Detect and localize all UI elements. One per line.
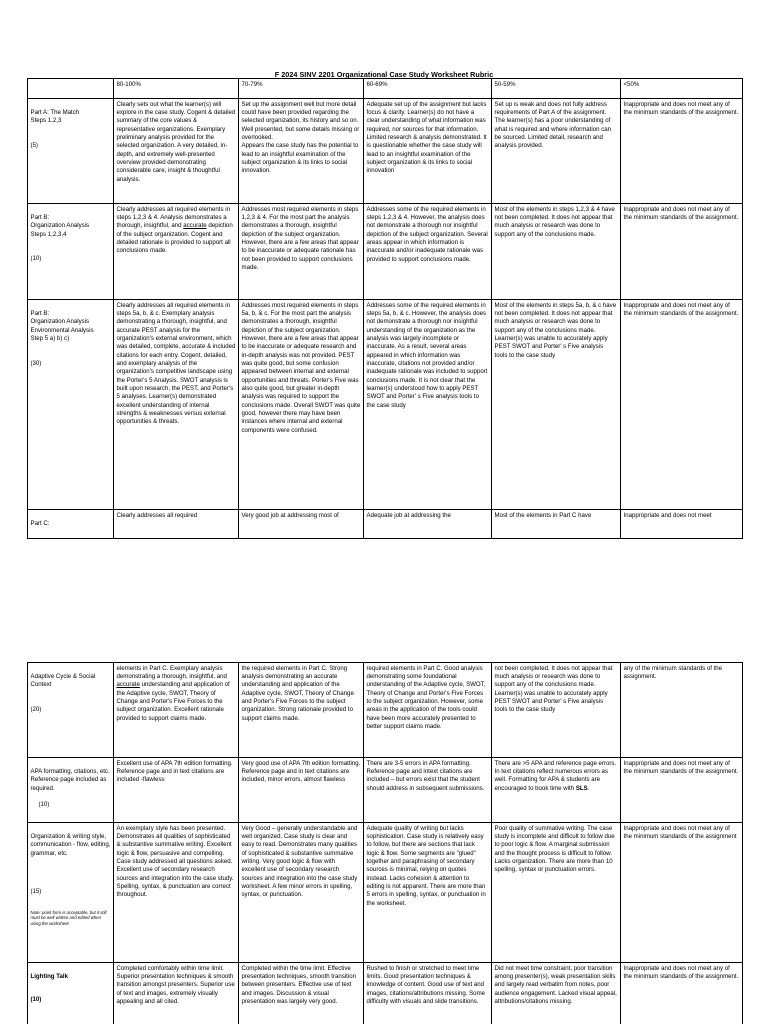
descriptor-80-100: An exemplary style has been presented. Demonstrates all qualities of sophisticated & substantive summative writing. Excellent logic & flow, persuasive and compelling. Case study addressed all questions asked. Excellent use of secondary research sources and integration into the case study. Spelling, syntax, & punctuation are correct throughout.: [114, 823, 239, 963]
descriptor-below-50: Inappropriate and does not meet any of the minimum standards of the assignment.: [621, 204, 743, 300]
descriptor-70-79: Very good job at addressing most of: [239, 510, 364, 539]
descriptor-50-59: Most of the elements in steps 5a, b, & c have not been completed. It does not appear that much analysis or research was done to support any of the conclusions made. Learner(s) was unable to accurately apply PEST SWOT and Porter' s Five analysis tools to the case study: [492, 300, 621, 510]
table-row: [28, 300, 743, 510]
criterion-note: Note: point form is acceptable, but it still must be well written and edited when using the worksheet: [30, 909, 107, 926]
criterion-points: (20): [30, 705, 42, 713]
descriptor-80-100: Excellent use of APA 7th edition formatting. Reference page and in text citations are included -flawless: [114, 758, 239, 823]
criterion-points: (10): [30, 255, 42, 263]
descriptor-60-69: Adequate quality of writing but lacks sophistication. Case study is relatively easy to follow, but there are sections that lack logic & flow. Some segments are "glued" together and paraphrasing of secondary sources is minimal, relying on quotes instead. Lacks cohesion & attention to editing is not apparent. There are more than 5 errors in spelling, syntax, or punctuation in the worksheet.: [364, 823, 492, 963]
criterion-name: Lighting Talk: [30, 972, 68, 980]
descriptor-80-100: Completed comfortably within time limit. Superior presentation techniques & smooth transition amongst presenters. Superior use of text and images, extremely visually appealing and all cited.: [114, 963, 239, 1024]
table-row: [28, 510, 743, 539]
criterion-points: (30): [30, 359, 42, 367]
criterion-cell: [28, 204, 114, 300]
descriptor-80-100: Clearly sets out what the learner(s) will explore in the case study. Cogent & detailed summary of the core values & representative organizations. Exemplary preliminary analysis provided for the selected organization. A very detailed, in-depth, and extremely well-presented overview provided demonstrating considerable care, insight & thoughtful analysis.: [114, 99, 239, 204]
descriptor-80-100: [114, 663, 239, 758]
descriptor-70-79: Completed within the time limit. Effective presentation techniques, smooth transition between presenters. Effective use of text and images. Discussion & visual presentation was largely very good.: [239, 963, 364, 1024]
criterion-points: (10): [38, 801, 50, 809]
descriptor-80-100: Clearly addresses all required: [114, 510, 239, 539]
criterion-name: Part A: The Match Steps 1,2,3: [30, 108, 80, 125]
header-grade-50-59: 50-59%: [492, 79, 621, 99]
criterion-cell: [28, 963, 114, 1024]
descriptor-below-50: any of the minimum standards of the assignment.: [621, 663, 743, 758]
criterion-name: APA formatting, citations, etc. Reference page included as required.: [30, 767, 110, 792]
criterion-cell: [28, 99, 114, 204]
criterion-points: (10): [30, 995, 42, 1003]
descriptor-below-50: Inappropriate and does not meet any of the minimum standards of the assignment.: [621, 758, 743, 823]
table-row: [28, 758, 743, 823]
descriptor-70-79: Very Good – generally understandable and well organized. Case study is clear and easy to read. Demonstrates many qualities of sophisticated & substantive summative writing. Very good logic & flow with excellent use of secondary research sources and integration into the case study worksheet. A few minor errors in spelling, syntax, or punctuation.: [239, 823, 364, 963]
descriptor-50-59: Most of the elements in steps 1,2,3 & 4 have not been completed. It does not appear that much analysis or research was done to support any of the conclusions made.: [492, 204, 621, 300]
descriptor-70-79: Addresses most required elements in steps 5a, b, & c. For the most part the analysis demonstrates a thorough, insightful depiction of the subject organization. However, there are a few areas that appear to be inaccurate or adequate research and in-depth analysis was not provided. PEST was quite good, but some confusion appeared between internal and external opportunities and threats. Porter's Five was also quite good, but greater in-depth analysis was required to support the conclusions made. Overall SWOT was quite good, however there may have been instances where internal and external components were confused.: [239, 300, 364, 510]
rubric-table-page-1: [27, 78, 743, 539]
rubric-table-page-2: [27, 662, 743, 1024]
descriptor-70-79: Very good use of APA 7th edition formatting. Reference page and in text citations are included, minor errors, almost flawless: [239, 758, 364, 823]
descriptor-60-69: Rushed to finish or stretched to meet time limits. Good presentation techniques & knowledge of content. Good use of text and images, citations/attributions missing. Some difficulty with visuals and slide transitions.: [364, 963, 492, 1024]
criterion-cell: [28, 300, 114, 510]
table-row: [28, 99, 743, 204]
descriptor-below-50: Inappropriate and does not meet any of the minimum standards of the assignment.: [621, 963, 743, 1024]
table-row: [28, 663, 743, 758]
descriptor-below-50: Inappropriate and does not meet: [621, 510, 743, 539]
criterion-name: Part C:: [30, 519, 50, 527]
descriptor-50-59: Did not meet time constraint, poor transition among presenter(s), weak presentation skills and largely read verbatim from notes, poor audience engagement. Lacked visual appeal, attributions/citations missing.: [492, 963, 621, 1024]
table-row: [28, 823, 743, 963]
criterion-name: Organization & writing style, communication - flow, editing, grammar, etc.: [30, 832, 111, 857]
descriptor-below-50: Inappropriate and does not meet any of the minimum standards of the assignment: [621, 823, 743, 963]
descriptor-70-79: Set up the assignment well but more detail could have been provided regarding the selected organization, its history and so on. Well presented, but some details missing or overlooked. Appears the case study has the potential to lead to an insightful examination of the subject organization & its links to social innovation.: [239, 99, 364, 204]
descriptor-60-69: There are 3-5 errors in APA formatting. Reference page and intext citations are included – but errors exist that the student should address in subsequent submissions.: [364, 758, 492, 823]
header-grade-60-69: 60-69%: [364, 79, 492, 99]
descriptor-50-59: Set up is weak and does not fully address requirements of Part A of the assignment. The learner(s) has a poor understanding of what is required and where information can be sourced. Limited detail, research and analysis provided.: [492, 99, 621, 204]
criterion-cell: [28, 758, 114, 823]
header-grade-below-50: <50%: [621, 79, 743, 99]
criterion-points: (5): [30, 141, 38, 149]
descriptor-80-100: Clearly addresses all required elements in steps 5a, b, & c. Exemplary analysis demonstrating a thorough, insightful, and accurate PEST analysis for the organization's external environment, which was detailed, complete, accurate & included citations for each entry. Cogent, detailed, and exemplary analysis of the organization's competitive landscape using the Porter's 5 Analysis. SWOT analysis is built upon research, the PEST, and Porter's 5 analyses. Learner(s) demonstrated excellent understanding of internal strengths & weaknesses versus external opportunities & threats.: [114, 300, 239, 510]
rubric-title: F 2024 SINV 2201 Organizational Case Study Worksheet Rubric: [274, 70, 494, 79]
descriptor-80-100: [114, 204, 239, 300]
criterion-cell: [28, 823, 114, 963]
descriptor-60-69: required elements in Part C. Good analysis demonstrating some foundational understanding of the Adaptive cycle, SWOT, Theory of Change and Porter's Five Forces to the subject organization. However, some areas in the application of the tools could have been more accurately presented to better support claims made.: [364, 663, 492, 758]
descriptor-60-69: Addresses some of the required elements in steps 5a, b, & c. However, the analysis does not demonstrate a thorough nor insightful understanding of the organization as the analysis was largely incomplete or inaccurate. As a result, several areas appeared in which information was inaccurate, citations not provided and/or inadequate rationale was included to support conclusions made. It is not clear that the learner(s) understood how to apply PEST SWOT and Porter' s Five analysis tools to the case study: [364, 300, 492, 510]
header-grade-80-100: 80-100%: [114, 79, 239, 99]
header-criterion: [28, 79, 114, 99]
criterion-cell: [28, 510, 114, 539]
descriptor-60-69: Adequate job at addressing the: [364, 510, 492, 539]
descriptor-70-79: the required elements in Part C. Strong analysis demonstrating an accurate understanding and application of the Adaptive cycle, SWOT, Theory of Change and Porter's Five Forces to the subject organization. Strong rationale provided to support claims made.: [239, 663, 364, 758]
descriptor-below-50: Inappropriate and does not meet any of the minimum standards of the assignment.: [621, 99, 743, 204]
descriptor-60-69: Addresses some of the required elements in steps 1,2,3 & 4. However, the analysis does not demonstrate a thorough nor insightful depiction of the subject organization. Several areas appear in which information is inaccurate and/or inadequate rationale was provided to support conclusions made.: [364, 204, 492, 300]
header-grade-70-79: 70-79%: [239, 79, 364, 99]
criterion-name: Part B: Organization Analysis Environmental Analysis Step 5 a) b) c): [30, 309, 94, 342]
descriptor-text: Clearly addresses all required elements in steps 1,2,3 & 4. Analysis demonstrates a thorough, insightful, and: [116, 205, 230, 230]
criterion-points: (15): [30, 888, 42, 896]
descriptor-70-79: Addresses most required elements in steps 1,2,3 & 4. For the most part the analysis demonstrates a thorough, insightful depiction of the subject organization. However, there are a few areas that appear to be inaccurate or adequate rationale has not been provided to support conclusions made.: [239, 204, 364, 300]
descriptor-50-59: Most of the elements in Part C have: [492, 510, 621, 539]
descriptor-text: depiction of the subject organization. Cogent and detailed rationale is provided to support all conclusions made.: [116, 222, 233, 255]
descriptor-text: .: [587, 784, 590, 792]
criterion-name: Part B: Organization Analysis Steps 1,2,3,4: [30, 213, 90, 238]
descriptor-text: There are >5 APA and reference page errors. In text citations reflect numerous errors as well. Formatting for APA & students are encouraged to book time with: [494, 759, 617, 792]
descriptor-text: understanding and application of the Adaptive cycle, SWOT, Theory of Change and Porter's Five Forces to the subject organization. Excellent rationale provided to support claims made.: [116, 681, 230, 722]
descriptor-50-59: not been completed. It does not appear that much analysis or research was done to support any of the conclusions made. Learner(s) was unable to accurately apply PEST SWOT and Porter' s Five analysis tools to the case study: [492, 663, 621, 758]
bold-text: SLS: [575, 784, 588, 792]
table-row: [28, 963, 743, 1024]
descriptor-60-69: Adequate set up of the assignment but lacks focus & clarity. Learner(s) do not have a clear understanding of what information was required, nor sources for that information. Limited research & analysis demonstrated. It is questionable whether the case study will lead to an insightful examination of the subject organization & its links to social innovation: [364, 99, 492, 204]
descriptor-50-59: Poor quality of summative writing. The case study is incomplete and difficult to follow due to poor logic & flow. A marginal submission and the thought process is difficult to follow. Lacks organization. There are more than 10 spelling, syntax or punctuation errors.: [492, 823, 621, 963]
header-row: [28, 79, 743, 99]
descriptor-50-59: [492, 758, 621, 823]
underlined-word: accurate: [183, 222, 207, 230]
criterion-cell: [28, 663, 114, 758]
table-row: [28, 204, 743, 300]
descriptor-text: elements in Part C. Exemplary analysis demonstrating a thorough, insightful, and: [116, 664, 227, 680]
criterion-name: Adaptive Cycle & Social Context: [30, 672, 96, 689]
underlined-word: accurate: [116, 681, 140, 689]
descriptor-below-50: Inappropriate and does not meet any of the minimum standards of the assignment.: [621, 300, 743, 510]
